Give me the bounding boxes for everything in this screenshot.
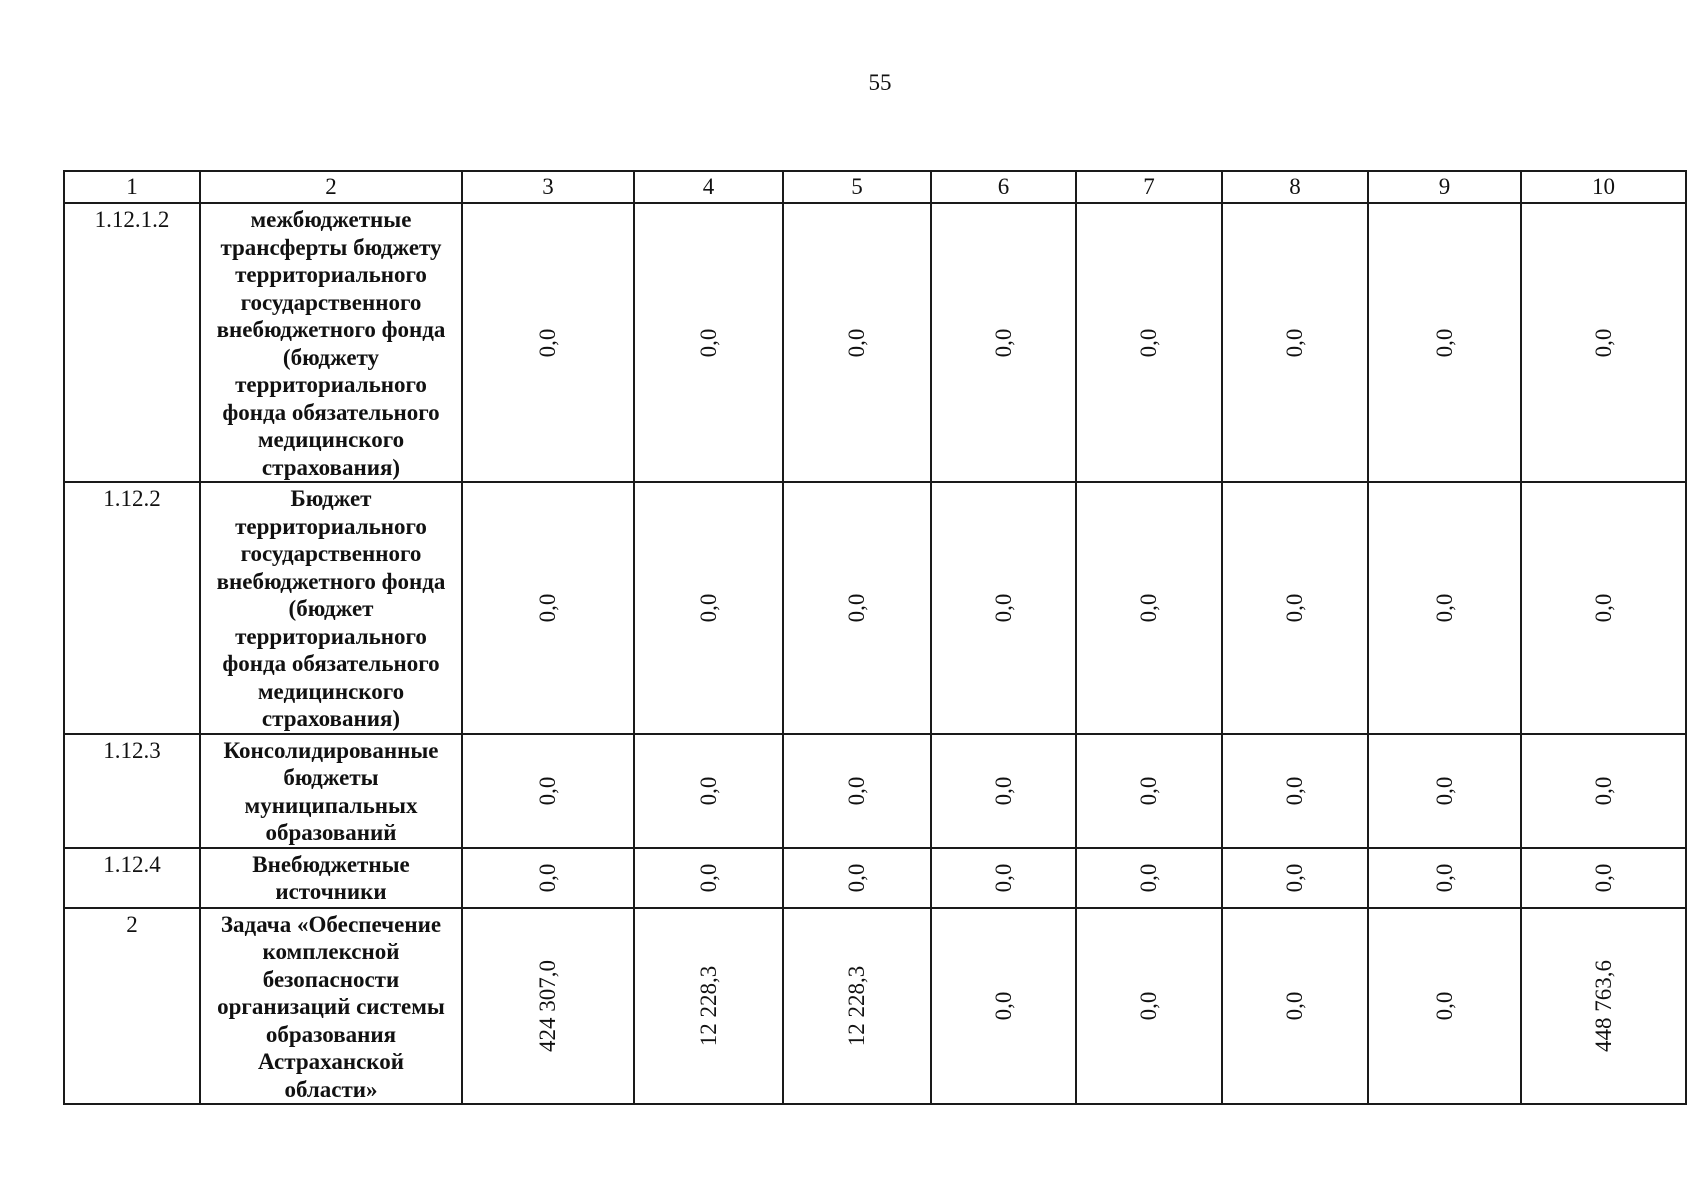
value-cell	[462, 848, 634, 908]
value-text: 0,0	[1282, 991, 1307, 1021]
value-cell	[1222, 203, 1368, 482]
column-header: 10	[1521, 171, 1686, 203]
value-cell	[783, 908, 931, 1105]
value-text: 0,0	[1431, 863, 1457, 892]
value-text: 0,0	[1136, 593, 1161, 623]
value-text: 0,0	[990, 328, 1016, 357]
row-description: Консолидированные бюджеты муниципальных образований	[200, 734, 462, 848]
value-cell	[783, 848, 931, 908]
value-cell	[1222, 482, 1368, 734]
row-code: 1.12.3	[64, 734, 200, 848]
table-row	[64, 908, 1686, 1105]
column-header: 3	[462, 171, 634, 203]
value-text: 0,0	[535, 776, 560, 805]
table-row	[64, 482, 1686, 734]
value-text: 0,0	[535, 593, 560, 623]
row-code: 1.12.4	[64, 848, 200, 908]
value-cell	[1521, 734, 1686, 848]
value-cell	[931, 203, 1076, 482]
column-header: 6	[931, 171, 1076, 203]
page-number: 55	[868, 70, 892, 95]
value-cell	[634, 203, 783, 482]
column-header: 4	[634, 171, 783, 203]
value-text: 0,0	[1590, 863, 1616, 892]
value-cell	[1368, 482, 1521, 734]
budget-table	[63, 170, 1687, 1105]
value-text: 0,0	[1431, 328, 1457, 357]
value-text: 12 228,3	[695, 965, 721, 1046]
value-cell	[1521, 848, 1686, 908]
value-text: 448 763,6	[1590, 959, 1616, 1052]
value-text: 0,0	[1431, 593, 1457, 623]
value-cell	[931, 734, 1076, 848]
value-cell	[931, 482, 1076, 734]
value-text: 0,0	[1282, 328, 1307, 357]
value-text: 0,0	[535, 863, 560, 892]
value-text: 0,0	[1282, 863, 1307, 892]
value-cell	[1222, 848, 1368, 908]
value-text: 12 228,3	[844, 965, 869, 1046]
value-text: 0,0	[1136, 776, 1161, 805]
value-text: 0,0	[844, 863, 869, 892]
value-cell	[1368, 848, 1521, 908]
value-text: 0,0	[1136, 863, 1161, 892]
value-text: 0,0	[695, 863, 721, 892]
value-text: 0,0	[1590, 776, 1616, 805]
row-description: Бюджет территориального государственного внебюджетного фонда (бюджет территориального фонда обязательного медицинского страхования)	[200, 482, 462, 734]
value-cell	[462, 482, 634, 734]
value-cell	[1521, 203, 1686, 482]
value-cell	[1368, 203, 1521, 482]
value-text: 0,0	[844, 328, 869, 357]
row-description: межбюджетные трансферты бюджету территориального государственного внебюджетного фонда (бюджету территориального фонда обязательного медицинского страхования)	[200, 203, 462, 482]
value-cell	[1521, 908, 1686, 1105]
value-cell	[931, 848, 1076, 908]
value-cell	[1076, 848, 1222, 908]
value-text: 0,0	[695, 776, 721, 805]
value-cell	[1368, 734, 1521, 848]
value-text: 0,0	[1590, 593, 1616, 623]
value-cell	[1076, 482, 1222, 734]
value-cell	[462, 203, 634, 482]
column-header: 7	[1076, 171, 1222, 203]
value-cell	[1076, 908, 1222, 1105]
value-text: 0,0	[1136, 328, 1161, 357]
column-header: 2	[200, 171, 462, 203]
value-cell	[783, 482, 931, 734]
table-row	[64, 203, 1686, 482]
column-header: 9	[1368, 171, 1521, 203]
value-text: 0,0	[1431, 991, 1457, 1021]
value-cell	[462, 734, 634, 848]
row-code: 2	[64, 908, 200, 1105]
value-cell	[634, 908, 783, 1105]
value-text: 0,0	[990, 593, 1016, 623]
value-text: 0,0	[1282, 776, 1307, 805]
value-cell	[783, 734, 931, 848]
value-text: 0,0	[990, 863, 1016, 892]
value-cell	[783, 203, 931, 482]
value-text: 0,0	[695, 593, 721, 623]
value-text: 0,0	[990, 776, 1016, 805]
column-header: 8	[1222, 171, 1368, 203]
value-cell	[1521, 482, 1686, 734]
value-text: 0,0	[1590, 328, 1616, 357]
value-cell	[1368, 908, 1521, 1105]
row-description: Внебюджетные источники	[200, 848, 462, 908]
value-cell	[1222, 734, 1368, 848]
value-text: 0,0	[844, 593, 869, 623]
table-row	[64, 734, 1686, 848]
value-text: 0,0	[1431, 776, 1457, 805]
value-cell	[634, 482, 783, 734]
value-text: 0,0	[844, 776, 869, 805]
value-cell	[1076, 203, 1222, 482]
value-cell	[634, 848, 783, 908]
row-code: 1.12.2	[64, 482, 200, 734]
value-cell	[634, 734, 783, 848]
row-code: 1.12.1.2	[64, 203, 200, 482]
value-cell	[1222, 908, 1368, 1105]
value-text: 0,0	[990, 991, 1016, 1021]
value-text: 424 307,0	[535, 959, 560, 1052]
value-cell	[462, 908, 634, 1105]
table-header-row	[64, 171, 1686, 203]
value-cell	[1076, 734, 1222, 848]
column-header: 1	[64, 171, 200, 203]
column-header: 5	[783, 171, 931, 203]
value-text: 0,0	[1136, 991, 1161, 1021]
row-description: Задача «Обеспечение комплексной безопасности организаций системы образования Астраханской области»	[200, 908, 462, 1105]
value-text: 0,0	[535, 328, 560, 357]
table-row	[64, 848, 1686, 908]
value-text: 0,0	[1282, 593, 1307, 623]
value-cell	[931, 908, 1076, 1105]
value-text: 0,0	[695, 328, 721, 357]
